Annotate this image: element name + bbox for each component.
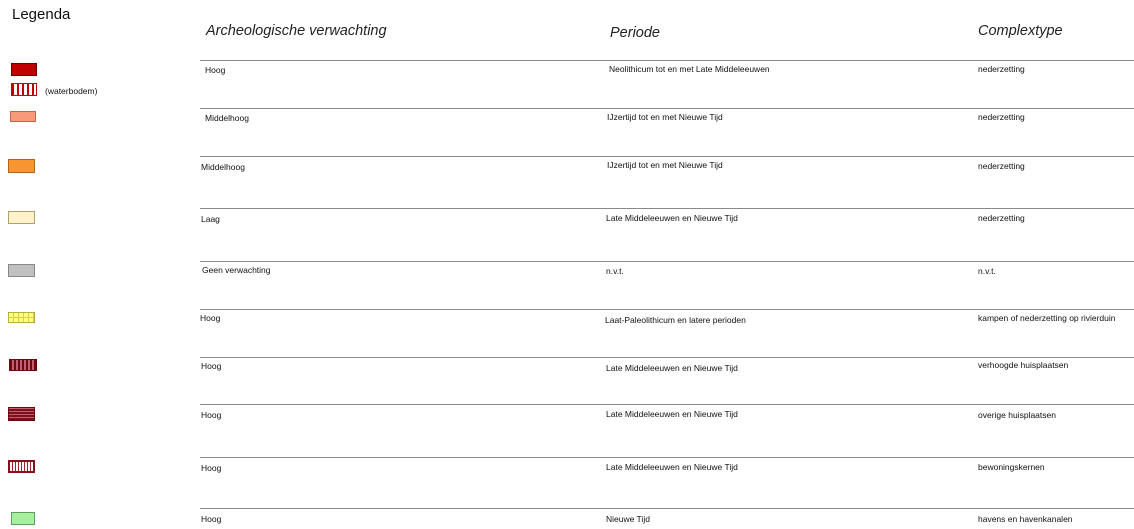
swatch-waterbodem <box>11 83 37 96</box>
row-4-complex: n.v.t. <box>978 266 996 276</box>
divider-line <box>200 357 1134 358</box>
divider-line <box>200 108 1134 109</box>
swatch-row-3 <box>8 211 35 224</box>
row-6-expectation: Hoog <box>201 361 222 371</box>
row-1-period: IJzertijd tot en met Nieuwe Tijd <box>607 112 723 122</box>
header-complextype: Complextype <box>978 23 1063 39</box>
row-8-period: Late Middeleeuwen en Nieuwe Tijd <box>606 462 738 472</box>
row-2-complex: nederzetting <box>978 161 1025 171</box>
row-4-period: n.v.t. <box>606 266 624 276</box>
row-3-complex: nederzetting <box>978 213 1025 223</box>
row-5-expectation: Hoog <box>200 313 221 323</box>
row-9-expectation: Hoog <box>201 514 222 524</box>
row-0-complex: nederzetting <box>978 64 1025 74</box>
divider-line <box>200 208 1134 209</box>
row-7-period: Late Middeleeuwen en Nieuwe Tijd <box>606 409 738 419</box>
row-9-period: Nieuwe Tijd <box>606 514 650 524</box>
divider-line <box>200 156 1134 157</box>
divider-line <box>200 404 1134 405</box>
row-3-expectation: Laag <box>201 214 220 224</box>
swatch-row-5 <box>8 312 35 323</box>
row-7-complex: overige huisplaatsen <box>978 410 1056 420</box>
header-period: Periode <box>610 25 660 41</box>
swatch-row-7 <box>8 407 35 421</box>
row-9-complex: havens en havenkanalen <box>978 514 1073 524</box>
row-1-complex: nederzetting <box>978 112 1025 122</box>
row-3-period: Late Middeleeuwen en Nieuwe Tijd <box>606 213 738 223</box>
legend-title: Legenda <box>12 6 71 23</box>
divider-line <box>200 261 1134 262</box>
swatch-row-4 <box>8 264 35 277</box>
swatch-row-8 <box>8 460 35 473</box>
divider-line <box>200 457 1134 458</box>
swatch-row-6 <box>9 359 37 371</box>
swatch-row-2 <box>8 159 35 173</box>
row-2-expectation: Middelhoog <box>201 162 245 172</box>
row-0-period: Neolithicum tot en met Late Middeleeuwen <box>609 64 770 74</box>
row-2-period: IJzertijd tot en met Nieuwe Tijd <box>607 160 723 170</box>
row-4-expectation: Geen verwachting <box>202 265 271 275</box>
swatch-row-0 <box>11 63 37 76</box>
row-6-period: Late Middeleeuwen en Nieuwe Tijd <box>606 363 738 373</box>
row-7-expectation: Hoog <box>201 410 222 420</box>
divider-line <box>200 60 1134 61</box>
row-5-period: Laat-Paleolithicum en latere perioden <box>605 315 746 325</box>
divider-line <box>200 508 1134 509</box>
row-1-expectation: Middelhoog <box>205 113 249 123</box>
swatch-row-1 <box>10 111 36 122</box>
swatch-row-9 <box>11 512 35 525</box>
row-5-complex: kampen of nederzetting op rivierduin <box>978 313 1116 323</box>
row-8-expectation: Hoog <box>201 463 222 473</box>
row-6-complex: verhoogde huisplaatsen <box>978 360 1069 370</box>
waterbodem-label: (waterbodem) <box>45 86 98 96</box>
row-8-complex: bewoningskernen <box>978 462 1045 472</box>
row-0-expectation: Hoog <box>205 65 226 75</box>
divider-line <box>200 309 1134 310</box>
header-expectation: Archeologische verwachting <box>206 23 387 39</box>
